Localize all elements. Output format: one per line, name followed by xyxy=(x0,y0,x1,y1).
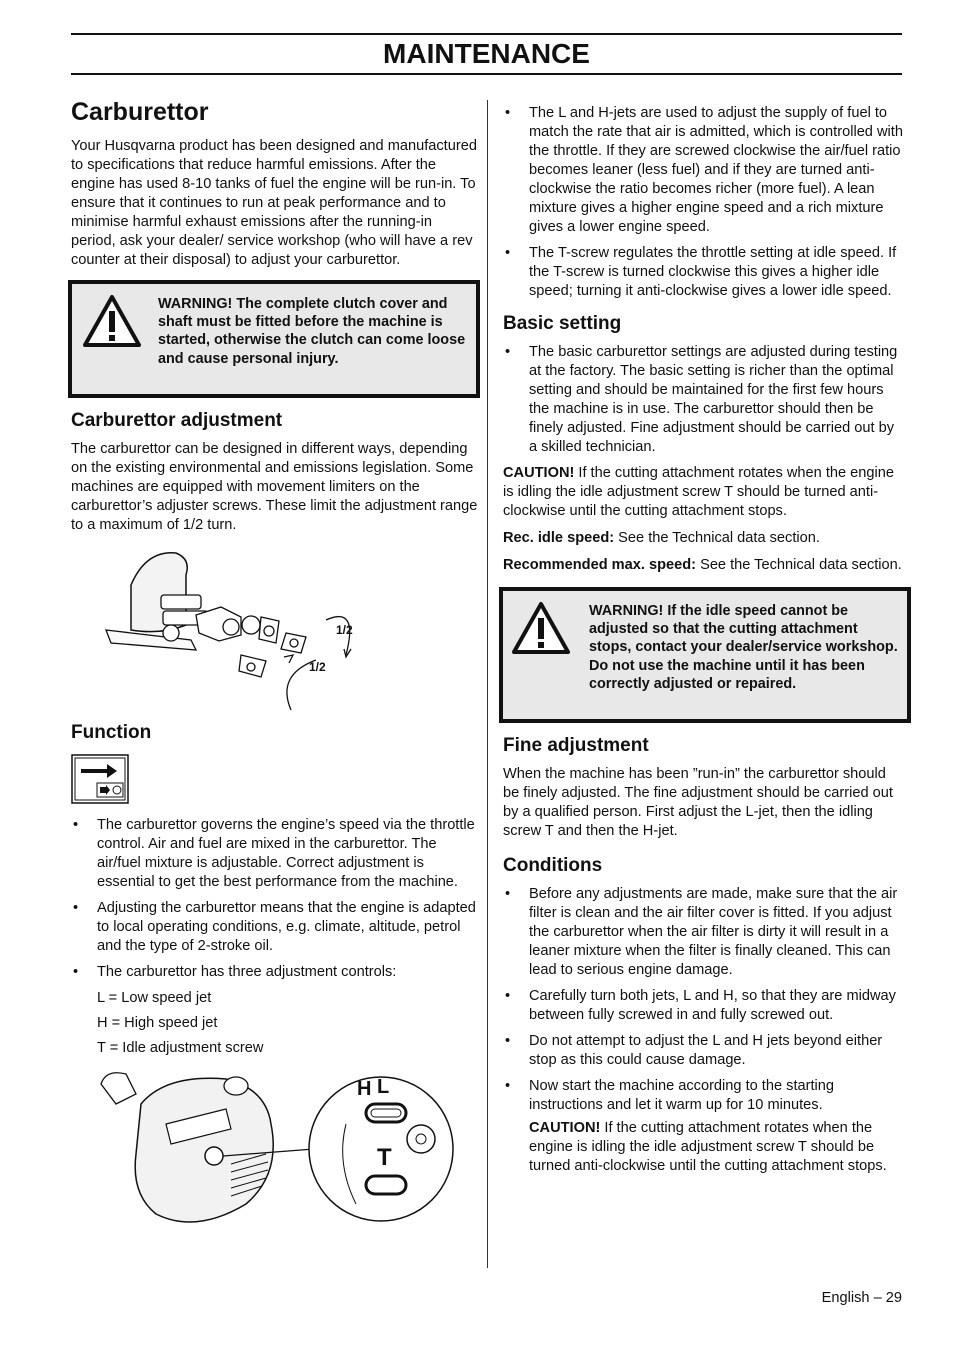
list-item: • The carburettor has three adjustment controls: xyxy=(71,963,479,982)
rec-max-speed: Recommended max. speed: See the Technical data section. xyxy=(503,557,902,573)
control-idle-screw: T = Idle adjustment screw xyxy=(97,1040,264,1056)
figure-label-half-turn-b: 1/2 xyxy=(309,660,326,674)
section-title-basic-setting: Basic setting xyxy=(503,313,622,334)
warning-triangle-icon xyxy=(82,294,142,348)
figure-label-h: H xyxy=(357,1078,372,1100)
page-title: MAINTENANCE xyxy=(383,38,590,69)
control-low-speed-jet: L = Low speed jet xyxy=(97,990,212,1006)
intro-paragraph: Your Husqvarna product has been designed and manufactured to specifications that reduce harmful emissions. After the engine has used 8-10 tanks of fuel the engine will be run-in. To ensure that it continues to run at peak performance and to minimise harmful exhaust emissions after the running-in period, ask your dealer/ service workshop (who will have a rev counter at their disposal) to adjust your carburettor. xyxy=(71,138,477,268)
jet-bullets xyxy=(503,104,903,301)
rec-idle-speed: Rec. idle speed: See the Technical data section. xyxy=(503,530,820,546)
carburettor-adjuster-illustration xyxy=(101,545,401,715)
list-item: • Do not attempt to adjust the L and H jets beyond either stop as this could cause damage. xyxy=(503,1032,903,1070)
warning-box-clutch xyxy=(68,280,480,398)
list-item: • Adjusting the carburettor means that the engine is adapted to local operating conditions, e.g. climate, altitude, petrol and the type of 2-stroke oil. xyxy=(71,899,479,956)
figure-label-l: L xyxy=(377,1076,390,1098)
section-title-carburettor: Carburettor xyxy=(71,98,209,126)
right-column xyxy=(503,104,903,1182)
basic-setting-list xyxy=(503,343,903,457)
warning-text-clutch: WARNING! The complete clutch cover and shaft must be fitted before the machine is started, otherwise the clutch can come loose and cause personal injury. xyxy=(158,296,466,367)
list-item: • Now start the machine according to the starting instructions and let it warm up for 10 minutes. xyxy=(503,1077,903,1115)
list-item: • The carburettor governs the engine’s speed via the throttle control. Air and fuel are mixed in the carburettor. The air/fuel mixture is adjustable. Correct adjustment is essential to get the best performance from the machine. xyxy=(71,816,479,892)
warning-triangle-icon xyxy=(511,601,571,655)
left-column xyxy=(71,98,479,1236)
list-item: • Before any adjustments are made, make sure that the air filter is clean and the air filter cover is fitted. If you adjust the carburettor when the air filter is dirty it will result in a leaner mixture when the filter is finally cleaned. This can lead to serious engine damage. xyxy=(503,885,903,980)
list-item: • The T-screw regulates the throttle setting at idle speed. If the T-screw is turned clockwise this gives a higher idle speed; turning it anti-clockwise gives a lower idle speed. xyxy=(503,244,903,301)
figure-label-half-turn-a: 1/2 xyxy=(336,623,353,637)
engine-adjustment-illustration xyxy=(96,1064,496,1236)
list-item: • The basic carburettor settings are adjusted during testing at the factory. The basic setting is richer than the optimal setting and should be maintained for the first few hours the machine is in use. The carburettor should then be finely adjusted. Fine adjustment should be carried out by a skilled technician. xyxy=(503,343,903,457)
figure-label-t: T xyxy=(377,1144,392,1171)
section-title-conditions: Conditions xyxy=(503,855,603,876)
list-item: • Carefully turn both jets, L and H, so that they are midway between fully screwed in and fully screwed out. xyxy=(503,987,903,1025)
caution-paragraph-conditions: CAUTION! If the cutting attachment rotates when the engine is idling the idle adjustment screw T should be turned anti-clockwise until the cutting attachment stops. xyxy=(529,1120,887,1174)
adjust-paragraph: The carburettor can be designed in different ways, depending on the existing environmental and emissions legislation. Some machines are equipped with movement limiters on the carburettor’s adjuster screws. These limit the adjustment range to a maximum of 1/2 turn. xyxy=(71,441,478,533)
fine-adjustment-paragraph: When the machine has been ”run-in” the carburettor should be finely adjusted. The fine adjustment should be carried out by a qualified person. First adjust the L-jet, then the idling screw T and then the H-jet. xyxy=(503,766,893,839)
list-item: • The L and H-jets are used to adjust the supply of fuel to match the rate that air is admitted, which is controlled with the throttle. If they are screwed clockwise the air/fuel ratio becomes leaner (less fuel) and if they are turned anti-clockwise the ratio becomes richer (more fuel). A lean mixture gives a higher engine speed and a rich mixture gives a lower engine speed. xyxy=(503,104,903,237)
warning-text-idle-speed: WARNING! If the idle speed cannot be adjusted so that the cutting attachment stops, contact your dealer/service workshop. Do not use the machine until it has been correctly adjusted or repaired. xyxy=(589,603,898,692)
function-list xyxy=(71,816,479,982)
control-high-speed-jet: H = High speed jet xyxy=(97,1015,218,1031)
section-title-function: Function xyxy=(71,722,152,743)
conditions-list xyxy=(503,885,903,1115)
warning-box-idle-speed xyxy=(499,587,911,723)
section-title-fine-adjustment: Fine adjustment xyxy=(503,735,649,756)
caution-label: CAUTION! xyxy=(503,465,575,481)
caution-paragraph: CAUTION! If the cutting attachment rotates when the engine is idling the idle adjustment screw T should be turned anti-clockwise until the cutting attachment stops. xyxy=(503,465,894,519)
page-footer: English – 29 xyxy=(821,1290,902,1306)
function-icon xyxy=(71,754,129,804)
page-header xyxy=(71,33,902,75)
section-title-carburettor-adjustment: Carburettor adjustment xyxy=(71,410,283,431)
